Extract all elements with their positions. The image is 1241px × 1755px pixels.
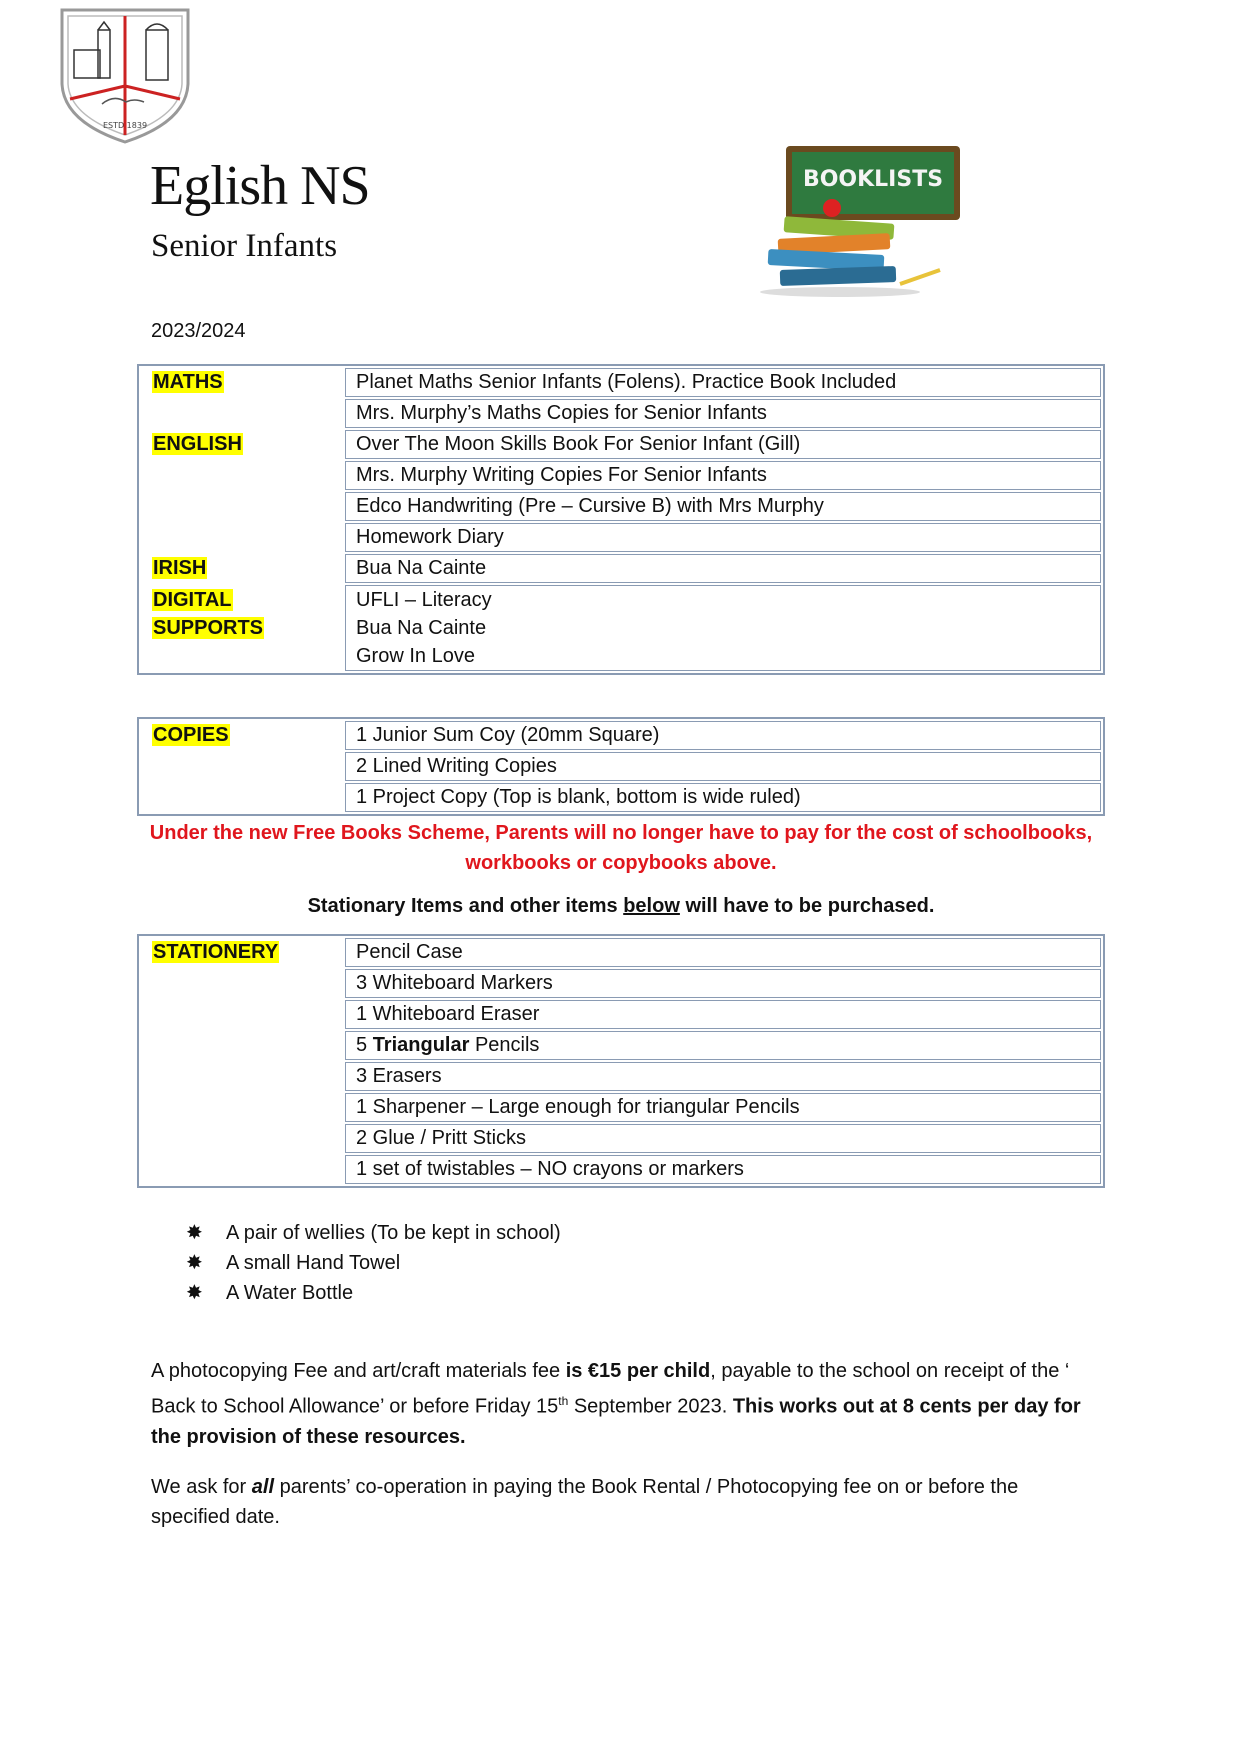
class-name: Senior Infants xyxy=(151,228,338,264)
table-row xyxy=(141,554,1101,583)
table-row xyxy=(141,938,1101,967)
star-bullet-icon: ✸ xyxy=(186,1222,203,1244)
item-cell: 2 Lined Writing Copies xyxy=(345,752,1101,781)
notice-line: workbooks or copybooks above. xyxy=(465,852,777,874)
list-item: ✸ A Water Bottle xyxy=(186,1278,561,1308)
subject-label-maths: MATHS xyxy=(153,371,223,393)
copies-table xyxy=(137,717,1105,816)
item-cell: Homework Diary xyxy=(345,523,1101,552)
item-cell: 5 Triangular Pencils xyxy=(345,1031,1101,1060)
subject-label-stationery: STATIONERY xyxy=(153,941,279,963)
star-bullet-icon: ✸ xyxy=(186,1252,203,1274)
table-row xyxy=(141,368,1101,397)
stationery-table xyxy=(137,934,1105,1188)
list-item: ✸ A small Hand Towel xyxy=(186,1248,561,1278)
item-cell: 1 Whiteboard Eraser xyxy=(345,1000,1101,1029)
subject-cell xyxy=(141,938,343,1184)
table-row xyxy=(141,721,1101,750)
school-crest-logo xyxy=(58,4,192,146)
subject-cell xyxy=(141,554,343,583)
subject-label-copies: COPIES xyxy=(153,724,229,746)
school-year: 2023/2024 xyxy=(151,320,246,342)
fee-paragraph: A photocopying Fee and art/craft materials fee is €15 per child, payable to the school on receipt of the ‘ Back to School Allowance’ or before Friday 15th September 2023. This works out at 8 cents per day for the provision of these resources. xyxy=(151,1360,1081,1448)
cooperation-paragraph: We ask for all parents’ co-operation in paying the Book Rental / Photocopying fee on or before the specified date. xyxy=(151,1476,1019,1528)
item-cell: Mrs. Murphy Writing Copies For Senior Infants xyxy=(345,461,1101,490)
subject-cell xyxy=(141,368,343,428)
item-cell: 1 Project Copy (Top is blank, bottom is wide ruled) xyxy=(345,783,1101,812)
item-cell: 1 set of twistables – NO crayons or markers xyxy=(345,1155,1101,1184)
free-books-notice xyxy=(137,818,1105,878)
subject-label-digital: DIGITAL xyxy=(153,589,232,611)
item-cell: 3 Erasers xyxy=(345,1062,1101,1091)
item-cell: Bua Na Cainte xyxy=(345,554,1101,583)
stationery-purchase-note: Stationary Items and other items below will have to be purchased. xyxy=(307,895,935,917)
digital-item: UFLI – Literacy xyxy=(356,589,492,611)
item-cell: Planet Maths Senior Infants (Folens). Practice Book Included xyxy=(345,368,1101,397)
subject-label-supports: SUPPORTS xyxy=(153,617,264,639)
item-cell: 3 Whiteboard Markers xyxy=(345,969,1101,998)
booklists-illustration xyxy=(740,146,960,298)
subject-cell xyxy=(141,430,343,552)
subject-cell xyxy=(141,721,343,812)
extra-items-list xyxy=(186,1218,561,1308)
item-cell: Pencil Case xyxy=(345,938,1101,967)
item-cell: 1 Sharpener – Large enough for triangular Pencils xyxy=(345,1093,1101,1122)
subject-label-irish: IRISH xyxy=(153,557,207,579)
subject-cell xyxy=(141,585,343,671)
school-name: Eglish NS xyxy=(150,155,370,217)
crest-text: ESTD 1839 xyxy=(102,121,148,130)
table-row xyxy=(141,585,1101,671)
table-row xyxy=(141,430,1101,459)
item-cell: Edco Handwriting (Pre – Cursive B) with Mrs Murphy xyxy=(345,492,1101,521)
notice-line: Under the new Free Books Scheme, Parents will no longer have to pay for the cost of schoolbooks, xyxy=(149,822,1093,844)
star-bullet-icon: ✸ xyxy=(186,1282,203,1304)
item-cell: Mrs. Murphy’s Maths Copies for Senior Infants xyxy=(345,399,1101,428)
underlined-word: below xyxy=(623,895,680,917)
item-cell: 1 Junior Sum Coy (20mm Square) xyxy=(345,721,1101,750)
list-item: ✸ A pair of wellies (To be kept in school) xyxy=(186,1218,561,1248)
item-cell xyxy=(345,585,1101,671)
item-cell: 2 Glue / Pritt Sticks xyxy=(345,1124,1101,1153)
booklists-banner-text: BOOKLISTS xyxy=(802,167,944,192)
subject-label-english: ENGLISH xyxy=(153,433,242,455)
subjects-table xyxy=(137,364,1105,675)
digital-item: Grow In Love xyxy=(356,645,475,667)
digital-item: Bua Na Cainte xyxy=(356,617,487,639)
item-cell: Over The Moon Skills Book For Senior Infant (Gill) xyxy=(345,430,1101,459)
